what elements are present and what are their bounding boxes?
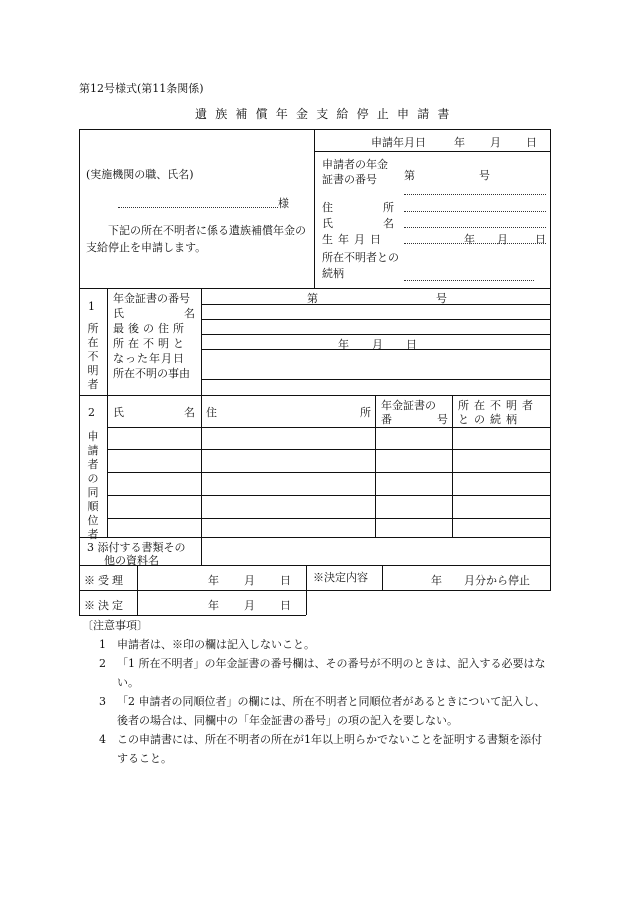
note-text: この申請書には、所在不明者の所在が1年以上明らかでないことを証明する書類を添付すること。 [117,733,542,765]
s1-name-field[interactable] [202,305,550,319]
decision-content-label: ※決定内容 [313,571,368,584]
s2-col-name-char-1: 氏 [113,406,124,419]
s2-row-3[interactable] [108,473,550,495]
note-item [99,635,551,654]
s1-name-char-2: 名 [184,307,195,320]
applicant-cert-dai: 第 [404,169,415,182]
name-char-1: 氏 [322,217,333,230]
applicant-relation-field[interactable] [404,280,534,281]
s2-row-5[interactable] [108,519,550,537]
decision-stop-year: 年 [431,574,442,587]
note-number: 4 [99,733,106,746]
section2-number: 2 [88,406,95,419]
section1-title: 所在不明者 [87,322,99,391]
s1-reason-label: 所在不明の事由 [113,367,190,380]
agency-name-field[interactable] [118,207,278,208]
s2-row-1[interactable] [108,428,550,449]
note-item [99,692,551,730]
s1-last-address-label: 最後の住所 [113,322,188,335]
note-number: 2 [99,657,106,670]
s1-date-month[interactable]: 月 [372,338,383,351]
s1-cert-label: 年金証書の番号 [113,292,190,305]
s2-col-name-char-2: 名 [184,406,195,419]
applicant-relation-label: 所在不明者との続柄 [322,251,399,280]
note-item [99,730,551,768]
applicant-cert-field[interactable] [404,194,546,195]
name-char-2: 名 [383,217,394,230]
applicant-address-label [322,199,394,215]
s3-label-1: 3 添付する書類その [87,541,186,554]
s2-row-2[interactable] [108,450,550,472]
receipt-label: ※受理 [84,574,126,587]
decision-day: 日 [280,599,291,612]
address-char-2: 所 [383,201,394,214]
s2-col-relation-2: との続柄 [458,413,522,426]
application-date-day[interactable]: 日 [526,136,537,149]
note-number: 3 [99,695,106,708]
note-number: 1 [99,638,106,651]
applicant-cert-label: 申請者の年金証書の番号 [322,158,388,186]
s2-col-name [113,404,195,420]
s1-date-day[interactable]: 日 [406,338,417,351]
s1-cert-go[interactable]: 号 [436,292,447,305]
notes-heading: 〔注意事項〕 [82,619,148,632]
s1-reason-field[interactable] [202,365,550,379]
section1-number: 1 [88,300,95,313]
note-text: 「1 所在不明者」の年金証書の番号欄は、その番号が不明のときは、記入する必要はない。 [117,657,546,689]
section2-title: 申請者の同順位者 [87,430,99,541]
decision-stop-text: 月分から停止 [464,574,530,587]
s2-col-relation-1: 所在不明者 [458,399,538,412]
application-date-label: 申請年月日 [371,136,426,149]
applicant-birth-label: 生年月日 [322,233,386,246]
receipt-day: 日 [280,574,291,587]
applicant-name-field[interactable] [404,227,546,228]
s2-col-cert-1: 年金証書の [381,399,436,412]
s1-missing-label-2: なった年月日 [113,352,185,365]
receipt-year: 年 [208,574,219,587]
s1-name-char-1: 氏 [113,307,124,320]
address-char-1: 住 [322,201,333,214]
s2-row-4[interactable] [108,496,550,518]
s2-col-cert-2 [381,411,448,427]
note-item [99,654,551,692]
birth-month: 月 [497,233,508,246]
application-statement: 下記の所在不明者に係る遺族補償年金の支給停止を申請します。 [86,224,306,254]
s2-col-address-1: 住 [206,406,217,419]
s3-documents-field[interactable] [202,538,550,565]
s1-name-label [113,305,195,321]
applicant-cert-go: 号 [479,169,490,182]
agency-label: (実施機関の職、氏名) [86,168,194,181]
birth-day: 日 [535,233,546,246]
s3-label-2: 他の資料名 [104,554,159,567]
applicant-address-field[interactable] [404,211,546,212]
decision-month: 月 [244,599,255,612]
decision-label: ※決定 [84,599,126,612]
s1-missing-label-1: 所在不明と [113,337,188,350]
s2-col-cert-char-2: 号 [437,413,448,426]
receipt-month: 月 [244,574,255,587]
applicant-name-label [322,215,394,231]
applicant-birth-field[interactable] [404,243,546,244]
application-date-year[interactable]: 年 [454,136,465,149]
note-text: 「2 申請者の同順位者」の欄には、所在不明者と同順位者があるときについて記入し、後者の場合は、同欄中の「年金証書の番号」の項の記入を要しない。 [117,695,546,727]
form-number: 第12号様式(第11条関係) [79,82,204,95]
note-text: 申請者は、※印の欄は記入しないこと。 [117,638,315,651]
s2-col-address-2: 所 [360,406,371,419]
notes-list [99,635,551,768]
form-title: 遺族補償年金支給停止申請書 [195,107,458,121]
birth-year: 年 [464,233,475,246]
sama-suffix: 様 [278,197,289,210]
s1-cert-dai[interactable]: 第 [307,292,318,305]
decision-year: 年 [208,599,219,612]
application-date-month[interactable]: 月 [490,136,501,149]
s1-last-address-field[interactable] [202,320,550,334]
s1-date-year[interactable]: 年 [338,338,349,351]
s2-col-cert-char-1: 番 [381,413,392,426]
